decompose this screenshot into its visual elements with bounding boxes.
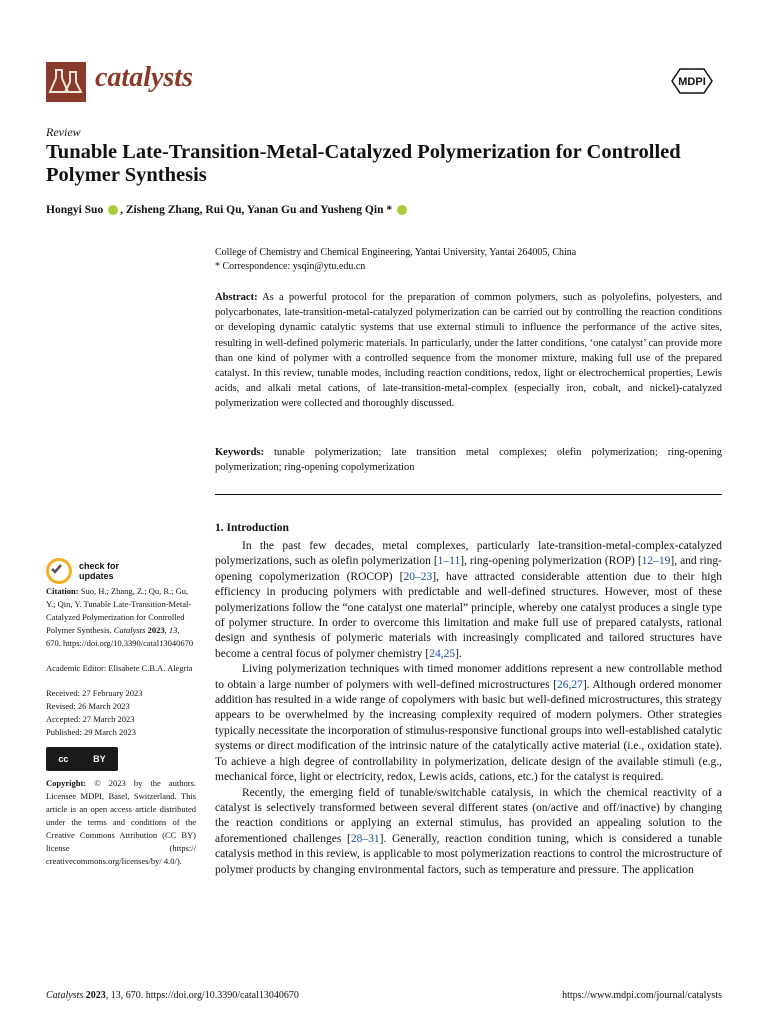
citation-volume: 13 xyxy=(168,625,178,635)
footer-citation xyxy=(46,990,299,1001)
keywords xyxy=(215,445,722,475)
check-label-2: updates xyxy=(79,571,114,581)
reference-link[interactable]: 12–19 xyxy=(641,555,671,568)
orcid-icon[interactable] xyxy=(108,205,118,215)
author[interactable]: Yanan Gu xyxy=(246,204,297,216)
section-heading: 1. Introduction xyxy=(215,522,289,534)
date-received: Received: 27 February 2023 xyxy=(46,688,143,698)
keywords-label: Keywords: xyxy=(215,447,264,458)
article-type: Review xyxy=(46,125,81,139)
citation-doi[interactable]: 670. https://doi.org/10.3390/catal13040670 xyxy=(46,638,194,648)
copyright-label: Copyright: xyxy=(46,778,87,788)
author[interactable]: Yusheng Qin * xyxy=(320,204,393,216)
introduction-body xyxy=(215,539,722,878)
paragraph: Living polymerization techniques with timed monomer additions represent a new controllable method to obtain a large number of polymers with well-defined microstructures [26,27]. Although ordered monomer addition has resulted in a wide range of copolymers with basic but well-defined microstructures, this strategy appears to be overwhelmed by the increasing complexity required of modern polymers. Other strategies typically necessitate the incorporation of stimulus-responsive functional groups into well-established catalytic systems or direct modification of the intrinsic nature of the catalytically active material (i.e., oxidation state). To achieve a high degree of controllability in polymerization, delicate design of the available stimuli (e.g., mechanical force, light or electricity, redox, Lewis acids, cations, etc.) for the catalyst is required. xyxy=(215,663,722,784)
reference-link[interactable]: 28–31 xyxy=(350,832,380,845)
check-for-updates-button[interactable] xyxy=(46,558,119,584)
author[interactable]: Rui Qu xyxy=(205,204,242,216)
catalysts-logo-icon xyxy=(46,62,86,102)
footer-url[interactable]: https://www.mdpi.com/journal/catalysts xyxy=(562,990,722,1001)
abstract-label: Abstract: xyxy=(215,292,258,303)
date-accepted: Accepted: 27 March 2023 xyxy=(46,714,135,724)
citation: Citation: Suo, H.; Zhang, Z.; Qu, R.; Gu, Y.; Qin, Y. Tunable Late-Transition-Metal-Catalyzed Polymerization for Controlled Polymer Synthesis. Catalysts 2023, 13, 670. https://doi.org/10.3390/catal13040670 xyxy=(46,586,194,648)
reference-link[interactable]: 26,27 xyxy=(556,678,583,691)
journal-name[interactable]: catalysts xyxy=(95,62,193,93)
reference-link[interactable]: 1–11 xyxy=(437,555,461,568)
cc-by-icon[interactable] xyxy=(46,747,118,771)
keywords-text: tunable polymerization; late transition metal complexes; olefin polymerization; ring-opening polymerization; ring-opening copolymerization xyxy=(215,447,722,474)
date-published: Published: 29 March 2023 xyxy=(46,727,136,737)
footer-doi[interactable]: , 13, 670. https://doi.org/10.3390/catal13040670 xyxy=(105,990,299,1001)
footer-journal: Catalysts xyxy=(46,990,84,1001)
copyright xyxy=(46,777,196,868)
abstract-text: As a powerful protocol for the preparation of common polymers, such as polyolefins, polyesters, and polycarbonates, late-transition-metal-catalyzed polymerization can be carried out by controlling the reaction conditions or developing dynamic catalytic systems that use external stimuli to influence the performance of the active sites, resulting in well-defined polymeric materials. In particularly, under the latter conditions, ‘one catalyst’ can provide more than one kind of polymer with a controlled sequence from the monomer mixture, making full use of the prepared catalyst. In this review, tunable modes, including reaction conditions, redox, light or electrochemical properties, Lewis acids, and alkali metal cations, of late-transition-metal-complex (especially iron, cobalt, and nickel)-catalyzed polymerization were collected and thoroughly discussed. xyxy=(215,292,722,410)
citation-text: Suo, H.; Zhang, Z.; Qu, R.; Gu, Y.; Qin, Y. Tunable Late-Transition-Metal-Catalyzed Polymerization for Controlled Polymer Synthesis. xyxy=(46,586,192,635)
reference-link[interactable]: 20–23 xyxy=(403,570,433,583)
orcid-icon[interactable] xyxy=(397,205,407,215)
correspondence: * Correspondence: ysqin@ytu.edu.cn xyxy=(215,261,366,272)
abstract xyxy=(215,290,722,412)
copyright-text: © 2023 by the authors. Licensee MDPI, Basel, Switzerland. This article is an open access article distributed under the terms and conditions of the Creative Commons Attribution (CC BY) license (https:// creativecommons.org/licenses/by/ 4.0/). xyxy=(46,778,196,866)
divider xyxy=(215,494,722,495)
reference-link[interactable]: 24,25 xyxy=(429,647,456,660)
paragraph: Recently, the emerging field of tunable/switchable catalysis, in which the chemical reactivity of a catalyst is selectively transformed between several different states (on/active and off/inactive) by changing the reaction conditions or applying an external stimulus, has provided an appealing solution to the aforementioned challenges [28–31]. Generally, reaction condition tuning, which is considered a tunable catalysis method in this review, is applicable to most polymerization reactions to control the microstructure of polymer products by changing environmental factors, such as temperature and pressure. The application xyxy=(215,786,723,876)
author[interactable]: Zisheng Zhang xyxy=(125,204,200,216)
by-label: BY xyxy=(93,753,106,764)
check-for-updates-icon xyxy=(46,558,72,584)
article-title: Tunable Late-Transition-Metal-Catalyzed Polymerization for Controlled Polymer Synthesis xyxy=(46,141,681,186)
citation-year: 2023 xyxy=(147,625,165,635)
footer-year: 2023 xyxy=(85,990,106,1001)
paragraph: In the past few decades, metal complexes, particularly late-transition-metal-complex-catalyzed polymerizations, such as olefin polymerization [1–11], ring-opening polymerization (ROP) [12–19], and ring-opening copolymerization (ROCOP) [20–23], have attracted considerable attention due to their high efficiency in producing polymers with predictable and well-defined structures. However, most of these polymerizations follow the “one catalyst one material” principle, whereby one catalyst produces a single type of polymer structure. In order to overcome this limitation and make full use of prepared catalysts, rational design and synthesis of polymeric materials with increasingly complicated and tailored structures have become a central focus of polymer chemistry [24,25]. xyxy=(215,540,722,660)
mdpi-logo-icon[interactable] xyxy=(668,66,716,96)
cc-label: cc xyxy=(58,753,69,764)
date-revised: Revised: 26 March 2023 xyxy=(46,701,130,711)
citation-label: Citation: xyxy=(46,586,79,596)
author[interactable]: Hongyi Suo xyxy=(46,204,104,216)
publisher-name: MDPI xyxy=(678,76,706,88)
affiliation: College of Chemistry and Chemical Engineering, Yantai University, Yantai 264005, China xyxy=(215,247,577,258)
check-label-1: check for xyxy=(79,561,120,571)
academic-editor: Academic Editor: Elisabete C.B.A. Alegria xyxy=(46,663,193,673)
author-list: Hongyi Suo , Zisheng Zhang, Rui Qu, Yanan Gu and Yusheng Qin * xyxy=(46,204,409,216)
sidebar xyxy=(46,585,196,868)
affiliation-block xyxy=(215,246,576,274)
citation-journal: Catalysts xyxy=(113,625,146,635)
